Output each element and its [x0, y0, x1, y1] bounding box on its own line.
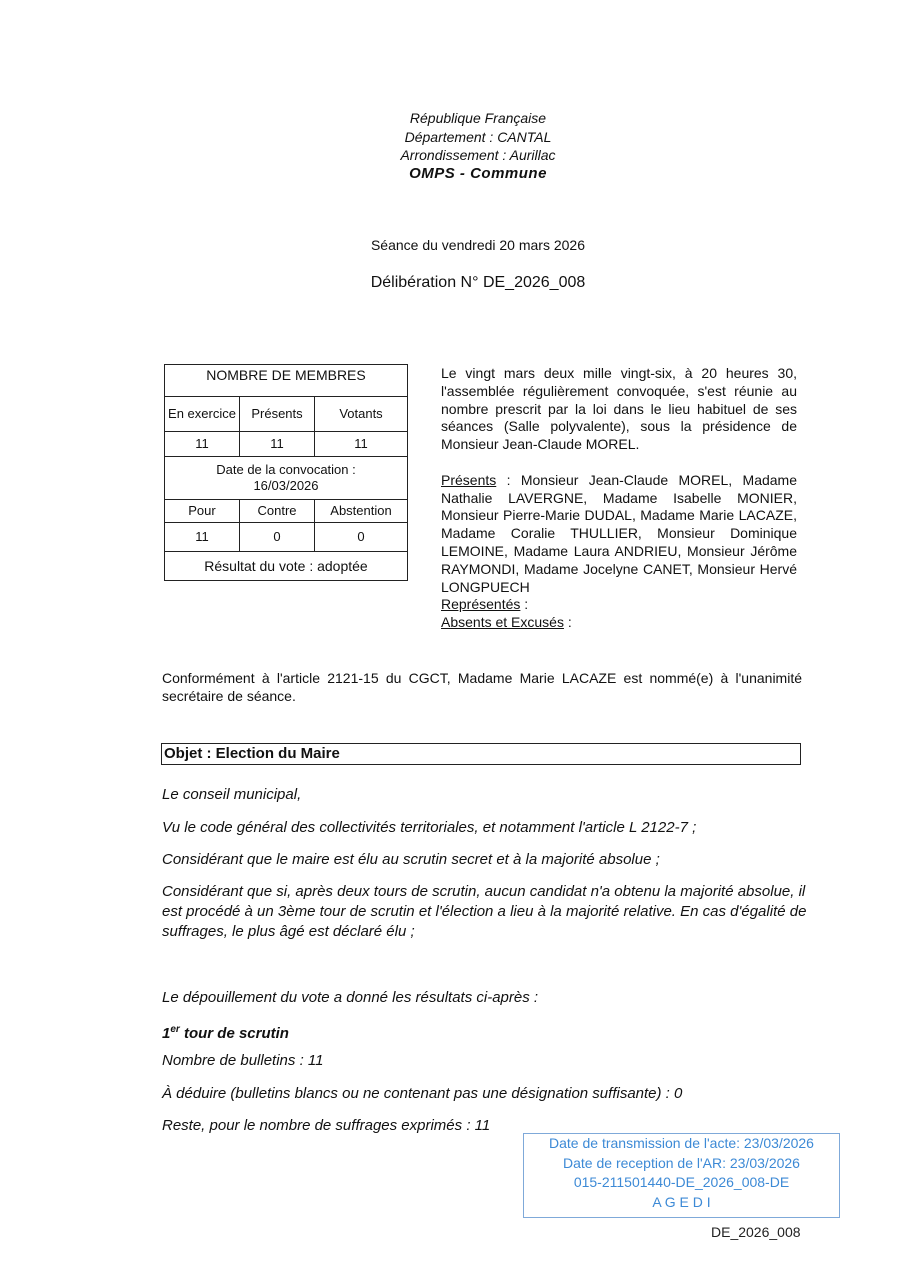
- stamp-act-id: 015-211501440-DE_2026_008-DE: [573, 1174, 790, 1190]
- seance-date: Séance du vendredi 20 mars 2026: [370, 237, 586, 253]
- val-contre: 0: [240, 523, 315, 552]
- paragraph-considerant-2: Considérant que si, après deux tours de scrutin, aucun candidat n'a obtenu la majorité absolue, il est procédé à un 3ème tour de scrutin et l'élection a lieu à la majorité relative. En cas d'égalité de suffrages, le plus âgé est déclaré élu ;: [162, 883, 807, 940]
- representes-label: Représentés: [441, 596, 521, 613]
- objet-box: Objet : Election du Maire: [161, 743, 801, 765]
- col-presents: Présents: [240, 397, 315, 432]
- col-pour: Pour: [165, 500, 240, 523]
- paragraph-considerant-1: Considérant que le maire est élu au scrutin secret et à la majorité absolue ;: [162, 851, 660, 868]
- header-republique: République Française: [409, 110, 547, 126]
- stamp-reception-date: Date de reception de l'AR: 23/03/2026: [563, 1154, 800, 1171]
- members-title: NOMBRE DE MEMBRES: [165, 365, 408, 397]
- depouillement-text: Le dépouillement du vote a donné les résultats ci-après :: [162, 989, 539, 1006]
- header-departement: Département : CANTAL: [404, 128, 552, 145]
- transmission-stamp: [523, 1133, 840, 1218]
- val-pour: 11: [165, 523, 240, 552]
- col-en-exercice: En exercice: [165, 397, 240, 432]
- absents-label: Absents et Excusés: [441, 614, 564, 631]
- val-en-exercice: 11: [165, 432, 240, 457]
- representes-value: :: [520, 596, 529, 613]
- presents-paragraph: [441, 472, 797, 597]
- vote-result: Résultat du vote : adoptée: [165, 552, 408, 581]
- intro-block: [441, 365, 797, 632]
- header-arrondissement: Arrondissement : Aurillac: [400, 147, 556, 163]
- val-presents: 11: [240, 432, 315, 457]
- convocation-cell: [165, 457, 408, 500]
- members-table: [164, 364, 408, 581]
- absents-line: [441, 614, 797, 632]
- bulletins-count: Nombre de bulletins : 11: [162, 1052, 324, 1069]
- col-votants: Votants: [315, 397, 408, 432]
- secretaire-paragraph: Conformément à l'article 2121-15 du CGCT, Madame Marie LACAZE est nommé(e) à l'unanimité secrétaire de séance.: [162, 670, 802, 704]
- header-block: [0, 109, 900, 183]
- tour-sup: er: [170, 1024, 180, 1035]
- col-abstention: Abstention: [315, 500, 408, 523]
- paragraph-vu: Vu le code général des collectivités territoriales, et notamment l'article L 2122-7 ;: [162, 819, 697, 836]
- representes-line: [441, 596, 797, 614]
- suffrages-exprimes: Reste, pour le nombre de suffrages exprimés : 11: [162, 1117, 491, 1134]
- absents-value: :: [563, 614, 572, 631]
- presents-list: : Monsieur Jean-Claude MOREL, Madame Nathalie LAVERGNE, Madame Isabelle MONIER, Monsieur Pierre-Marie DUDAL, Madame Marie LACAZE, Madame Coralie THULLIER, Monsieur Dominique LEMOINE, Madame Laura ANDRIEU, Monsieur Jérôme RAYMONDI, Madame Jocelyne CANET, Monsieur Hervé LONGPUECH: [441, 471, 797, 595]
- stamp-transmission-date: Date de transmission de l'acte: 23/03/2026: [549, 1135, 814, 1151]
- tour-number: 1: [162, 1025, 171, 1042]
- tour-label: tour de scrutin: [179, 1025, 289, 1042]
- val-votants: 11: [315, 432, 408, 457]
- deliberation-number: Délibération N° DE_2026_008: [370, 274, 586, 291]
- stamp-agedi: A G E D I: [652, 1193, 711, 1210]
- tour-heading: [162, 1020, 802, 1044]
- paragraph-conseil: Le conseil municipal,: [162, 786, 302, 803]
- deduire-count: À déduire (bulletins blancs ou ne contenant pas une désignation suffisante) : 0: [162, 1085, 683, 1102]
- intro-text: Le vingt mars deux mille vingt-six, à 20 heures 30, l'assemblée régulièrement convoquée, s'est réunie au nombre prescrit par la loi dans le lieu habituel de ses séances (Salle polyvalente), sous la présidence de Monsieur Jean-Claude MOREL.: [441, 365, 797, 453]
- convocation-date: 16/03/2026: [253, 478, 319, 493]
- header-commune: OMPS - Commune: [409, 164, 547, 182]
- convocation-label: Date de la convocation :: [216, 462, 356, 477]
- col-contre: Contre: [240, 500, 315, 523]
- stamp-overprint: DE_2026_008: [711, 1224, 801, 1240]
- presents-label: Présents: [441, 471, 497, 488]
- val-abstention: 0: [315, 523, 408, 552]
